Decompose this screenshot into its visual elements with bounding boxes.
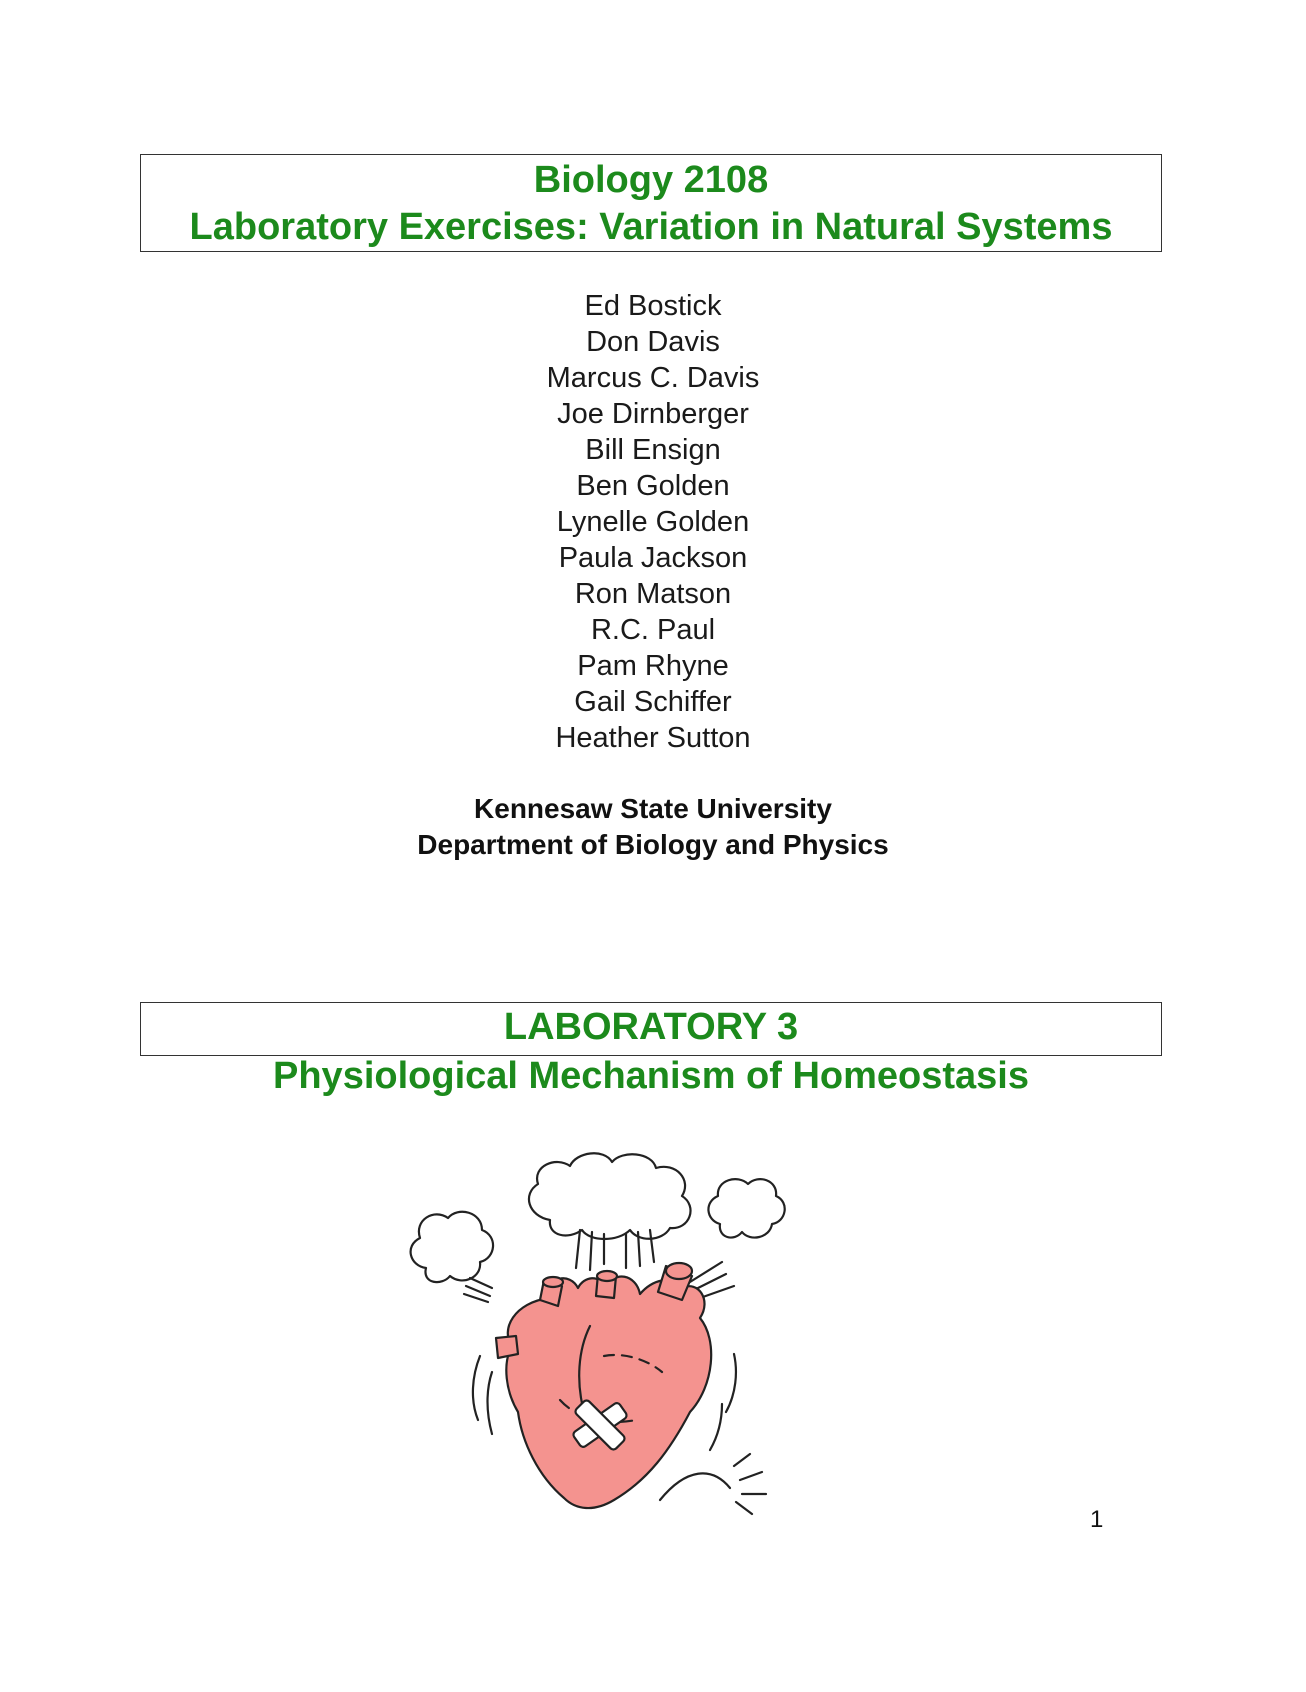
author-name: R.C. Paul bbox=[590, 614, 716, 646]
department-name: Department of Biology and Physics bbox=[417, 829, 889, 860]
lab-title: Physiological Mechanism of Homeostasis bbox=[273, 1055, 1029, 1097]
author-name: Pam Rhyne bbox=[577, 650, 729, 682]
author-name: Ben Golden bbox=[576, 470, 730, 502]
lab-number: LABORATORY 3 bbox=[503, 1006, 799, 1048]
page-number: 1 bbox=[1090, 1506, 1104, 1533]
author-name: Gail Schiffer bbox=[574, 686, 732, 718]
university-name: Kennesaw State University bbox=[474, 793, 832, 824]
author-name: Don Davis bbox=[586, 326, 720, 358]
author-name: Marcus C. Davis bbox=[546, 362, 760, 394]
author-name: Joe Dirnberger bbox=[557, 398, 749, 430]
heart-cartoon-icon bbox=[400, 1150, 880, 1520]
author-name: Bill Ensign bbox=[585, 434, 721, 466]
author-name: Ed Bostick bbox=[584, 290, 722, 322]
author-name: Lynelle Golden bbox=[556, 506, 750, 538]
author-name: Ron Matson bbox=[574, 578, 732, 610]
course-subtitle: Laboratory Exercises: Variation in Natural Systems bbox=[189, 206, 1113, 248]
author-name: Paula Jackson bbox=[558, 542, 748, 574]
course-title: Biology 2108 bbox=[533, 159, 769, 201]
author-name: Heather Sutton bbox=[555, 722, 751, 754]
author-list bbox=[400, 288, 906, 756]
